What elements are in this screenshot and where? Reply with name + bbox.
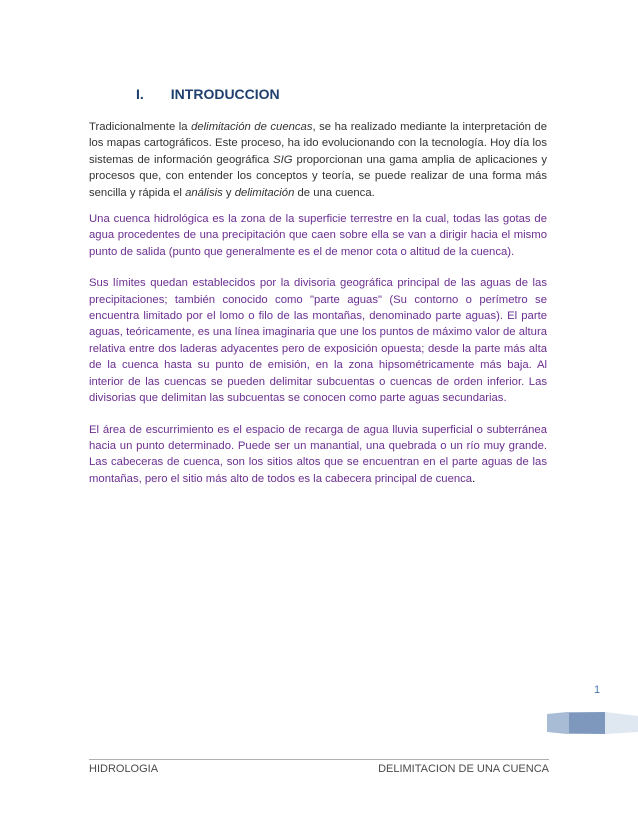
p1-italic-delimitacion-2: delimitación: [234, 186, 295, 199]
p1-text-3: proporcionan una gama amplia de aplicaciones y procesos que, con entender los conceptos y teoría, se puede realizar de una forma más sencilla y rápida el: [89, 153, 548, 199]
page-tab-decoration: [547, 712, 638, 734]
footer-left-text: HIDROLOGIA: [89, 763, 159, 775]
body-content: [89, 119, 547, 487]
p4-period: .: [472, 472, 476, 485]
p1-italic-sig: SIG: [273, 153, 293, 166]
section-title: INTRODUCCION: [170, 86, 280, 102]
footer-divider: [89, 759, 549, 760]
section-number: I.: [136, 86, 144, 102]
footer-right-text: DELIMITACION DE UNA CUENCA: [378, 763, 549, 775]
p1-text-2: , se ha realizado mediante la interpretación de los mapas cartográficos. Este proceso, ha ido evolucionando con la tecnología. Hoy día los sistemas de información geográfica: [89, 121, 547, 166]
p1-italic-analisis: análisis: [185, 186, 223, 199]
p1-italic-delimitacion: delimitación de cuencas: [191, 121, 313, 133]
paragraph-intro: [89, 119, 547, 201]
paragraph-cuenca-definition: Una cuenca hidrológica es la zona de la superficie terrestre en la cual, todas las gotas de agua procedentes de una precipitación que caen sobre ella se van a dirigir hacia el mismo punto de salida (punto que generalmente es el de menor cota o altitud de la cuenca).: [89, 213, 547, 258]
paragraph-limites: Sus límites quedan establecidos por la divisoria geográfica principal de las aguas de las precipitaciones; también conocido como "parte aguas" (Su contorno o perímetro se encuentra limitado por el lomo o filo de las montañas, denominado parte aguas). El parte aguas, teóricamente, es una línea imaginaria que une los puntos de máximo valor de altura relativa entre dos laderas adyacentes pero de exposición opuesta; desde la parte más alta de la cuenca hasta su punto de emisión, en la zona hipsométricamente más baja. Al interior de las cuencas se pueden delimitar subcuentas o cuencas de orden inferior. Las divisorias que delimitan las subcuentas se conocen como parte aguas secundarias.: [89, 277, 547, 405]
section-heading: [136, 86, 280, 102]
p1-text-5: de una cuenca.: [294, 186, 375, 199]
p1-text-1: Tradicionalmente la: [89, 121, 192, 133]
p1-text-4: y: [222, 186, 235, 199]
page-number: 1: [594, 684, 601, 696]
p4-text: El área de escurrimiento es el espacio de recarga de agua lluvia superficial o subterránea hacia un punto determinado. Puede ser un manantial, una quebrada o un río muy grande. Las cabeceras de cuenca, son los sitios altos que se encuentran en el parte aguas de las montañas, pero el sitio más alto de todos es la cabecera principal de cuenca: [89, 423, 547, 485]
paragraph-area-escurrimiento: [89, 422, 547, 488]
